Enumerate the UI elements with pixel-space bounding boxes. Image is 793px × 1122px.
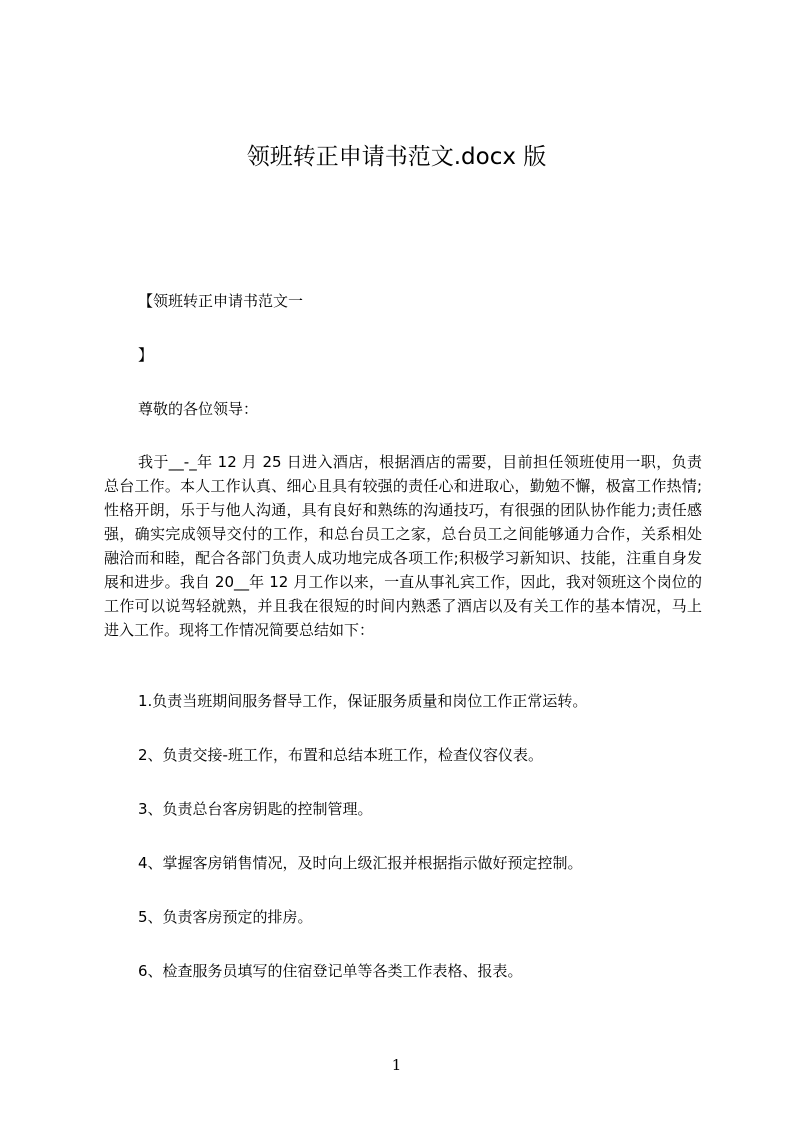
list-item: 3、负责总台客房钥匙的控制管理。 <box>138 800 373 818</box>
section-heading-close: 】 <box>138 346 154 364</box>
salutation: 尊敬的各位领导： <box>138 400 259 418</box>
list-item: 2、负责交接-班工作，布置和总结本班工作，检查仪容仪表。 <box>138 746 543 764</box>
list-item: 6、检查服务员填写的住宿登记单等各类工作表格、报表。 <box>138 962 523 980</box>
list-item: 4、掌握客房销售情况，及时向上级汇报并根据指示做好预定控制。 <box>138 854 583 872</box>
section-heading-open: 【领班转正申请书范文一 <box>138 292 304 310</box>
list-item: 5、负责客房预定的排房。 <box>138 908 313 926</box>
page-number: 1 <box>391 1056 402 1074</box>
intro-paragraph: 我于__-_年 12 月 25 日进入酒店，根据酒店的需要，目前担任领班使用一职，负责总台工作。本人工作认真、细心且具有较强的责任心和进取心，勤勉不懈，极富工作热情;性格开朗，乐于与他人沟通，具有良好和熟练的沟通技巧，有很强的团队协作能力;责任感强，确实完成领导交付的工作，和总台员工之家，总台员工之间能够通力合作，关系相处融洽而和睦，配合各部门负责人成功地完成各项工作;积极学习新知识、技能，注重自身发展和进步。我自 20__年 12 月工作以来，一直从事礼宾工作，因此，我对领班这个岗位的工作可以说驾轻就熟，并且我在很短的时间内熟悉了酒店以及有关工作的基本情况，马上进入工作。现将工作情况简要总结如下： <box>104 453 702 639</box>
document-title: 领班转正申请书范文.docx 版 <box>246 144 547 170</box>
list-item: 1.负责当班期间服务督导工作，保证服务质量和岗位工作正常运转。 <box>138 692 588 710</box>
